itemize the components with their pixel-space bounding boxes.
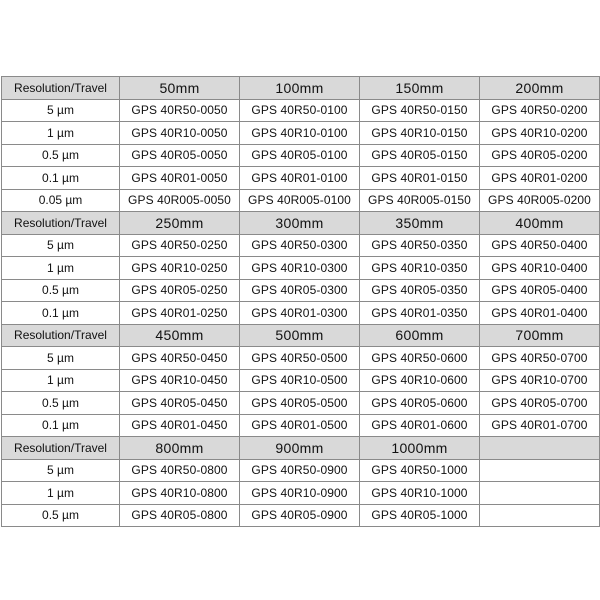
model-cell: GPS 40R05-0350 xyxy=(360,279,480,302)
table-row xyxy=(2,459,600,482)
table-row xyxy=(2,369,600,392)
model-cell: GPS 40R50-0400 xyxy=(480,234,600,257)
model-cell: GPS 40R10-1000 xyxy=(360,482,480,505)
model-cell: GPS 40R50-0700 xyxy=(480,347,600,370)
table-row xyxy=(2,167,600,190)
model-cell: GPS 40R01-0200 xyxy=(480,167,600,190)
resolution-label: 0.1 µm xyxy=(2,414,120,437)
model-cell: GPS 40R50-0050 xyxy=(120,99,240,122)
travel-header: 350mm xyxy=(360,212,480,235)
table-row xyxy=(2,347,600,370)
model-cell: GPS 40R05-0250 xyxy=(120,279,240,302)
model-cell: GPS 40R05-0200 xyxy=(480,144,600,167)
empty-cell xyxy=(480,437,600,460)
empty-cell xyxy=(480,459,600,482)
model-cell: GPS 40R10-0100 xyxy=(240,122,360,145)
header-row xyxy=(2,212,600,235)
header-row xyxy=(2,77,600,100)
model-cell: GPS 40R50-0200 xyxy=(480,99,600,122)
model-cell: GPS 40R05-0600 xyxy=(360,392,480,415)
model-cell: GPS 40R10-0350 xyxy=(360,257,480,280)
model-cell: GPS 40R005-0150 xyxy=(360,189,480,212)
model-cell: GPS 40R10-0700 xyxy=(480,369,600,392)
model-cell: GPS 40R05-0300 xyxy=(240,279,360,302)
table-row xyxy=(2,257,600,280)
model-cell: GPS 40R10-0450 xyxy=(120,369,240,392)
model-cell: GPS 40R05-0100 xyxy=(240,144,360,167)
model-cell: GPS 40R50-0450 xyxy=(120,347,240,370)
model-cell: GPS 40R01-0700 xyxy=(480,414,600,437)
model-cell: GPS 40R01-0150 xyxy=(360,167,480,190)
resolution-label: 1 µm xyxy=(2,482,120,505)
model-cell: GPS 40R05-0450 xyxy=(120,392,240,415)
travel-header: 1000mm xyxy=(360,437,480,460)
resolution-label: 0.05 µm xyxy=(2,189,120,212)
resolution-label: 0.5 µm xyxy=(2,279,120,302)
travel-header: 300mm xyxy=(240,212,360,235)
model-cell: GPS 40R01-0500 xyxy=(240,414,360,437)
resolution-label: 1 µm xyxy=(2,257,120,280)
resolution-label: 0.5 µm xyxy=(2,144,120,167)
resolution-label: 5 µm xyxy=(2,99,120,122)
model-cell: GPS 40R05-0800 xyxy=(120,504,240,527)
model-cell: GPS 40R05-0900 xyxy=(240,504,360,527)
travel-header: 100mm xyxy=(240,77,360,100)
model-cell: GPS 40R005-0100 xyxy=(240,189,360,212)
model-cell: GPS 40R01-0350 xyxy=(360,302,480,325)
model-spec-table xyxy=(1,76,600,527)
model-cell: GPS 40R10-0250 xyxy=(120,257,240,280)
resolution-label: 5 µm xyxy=(2,234,120,257)
travel-header: 500mm xyxy=(240,324,360,347)
model-cell: GPS 40R01-0600 xyxy=(360,414,480,437)
model-cell: GPS 40R01-0300 xyxy=(240,302,360,325)
model-cell: GPS 40R50-0300 xyxy=(240,234,360,257)
model-cell: GPS 40R50-0100 xyxy=(240,99,360,122)
empty-cell xyxy=(480,504,600,527)
resolution-label: 0.5 µm xyxy=(2,392,120,415)
model-cell: GPS 40R05-0050 xyxy=(120,144,240,167)
model-cell: GPS 40R50-0150 xyxy=(360,99,480,122)
table-row xyxy=(2,99,600,122)
model-cell: GPS 40R005-0050 xyxy=(120,189,240,212)
resolution-travel-label: Resolution/Travel xyxy=(2,212,120,235)
resolution-travel-label: Resolution/Travel xyxy=(2,324,120,347)
model-cell: GPS 40R10-0300 xyxy=(240,257,360,280)
header-row xyxy=(2,437,600,460)
model-cell: GPS 40R05-0500 xyxy=(240,392,360,415)
resolution-label: 1 µm xyxy=(2,369,120,392)
model-cell: GPS 40R50-1000 xyxy=(360,459,480,482)
travel-header: 450mm xyxy=(120,324,240,347)
table-row xyxy=(2,189,600,212)
model-cell: GPS 40R01-0050 xyxy=(120,167,240,190)
model-cell: GPS 40R10-0200 xyxy=(480,122,600,145)
travel-header: 150mm xyxy=(360,77,480,100)
table-row xyxy=(2,414,600,437)
resolution-label: 1 µm xyxy=(2,122,120,145)
resolution-label: 5 µm xyxy=(2,459,120,482)
table-row xyxy=(2,144,600,167)
model-cell: GPS 40R05-0700 xyxy=(480,392,600,415)
model-cell: GPS 40R05-1000 xyxy=(360,504,480,527)
model-cell: GPS 40R01-0450 xyxy=(120,414,240,437)
model-cell: GPS 40R50-0250 xyxy=(120,234,240,257)
model-cell: GPS 40R01-0250 xyxy=(120,302,240,325)
resolution-label: 0.5 µm xyxy=(2,504,120,527)
model-cell: GPS 40R10-0500 xyxy=(240,369,360,392)
model-cell: GPS 40R10-0600 xyxy=(360,369,480,392)
table-row xyxy=(2,122,600,145)
resolution-travel-label: Resolution/Travel xyxy=(2,437,120,460)
model-cell: GPS 40R10-0400 xyxy=(480,257,600,280)
travel-header: 700mm xyxy=(480,324,600,347)
travel-header: 400mm xyxy=(480,212,600,235)
table-row xyxy=(2,504,600,527)
resolution-label: 0.1 µm xyxy=(2,167,120,190)
model-cell: GPS 40R50-0500 xyxy=(240,347,360,370)
travel-header: 250mm xyxy=(120,212,240,235)
model-cell: GPS 40R01-0100 xyxy=(240,167,360,190)
table-row xyxy=(2,302,600,325)
model-cell: GPS 40R50-0800 xyxy=(120,459,240,482)
model-cell: GPS 40R10-0900 xyxy=(240,482,360,505)
model-cell: GPS 40R005-0200 xyxy=(480,189,600,212)
model-cell: GPS 40R10-0800 xyxy=(120,482,240,505)
model-cell: GPS 40R05-0400 xyxy=(480,279,600,302)
travel-header: 200mm xyxy=(480,77,600,100)
table-row xyxy=(2,279,600,302)
resolution-travel-label: Resolution/Travel xyxy=(2,77,120,100)
table-row xyxy=(2,234,600,257)
travel-header: 800mm xyxy=(120,437,240,460)
empty-cell xyxy=(480,482,600,505)
travel-header: 50mm xyxy=(120,77,240,100)
model-cell: GPS 40R05-0150 xyxy=(360,144,480,167)
model-cell: GPS 40R10-0050 xyxy=(120,122,240,145)
model-cell: GPS 40R50-0900 xyxy=(240,459,360,482)
model-cell: GPS 40R10-0150 xyxy=(360,122,480,145)
resolution-label: 0.1 µm xyxy=(2,302,120,325)
model-cell: GPS 40R50-0350 xyxy=(360,234,480,257)
header-row xyxy=(2,324,600,347)
model-cell: GPS 40R01-0400 xyxy=(480,302,600,325)
table-row xyxy=(2,392,600,415)
travel-header: 900mm xyxy=(240,437,360,460)
table-row xyxy=(2,482,600,505)
resolution-label: 5 µm xyxy=(2,347,120,370)
travel-header: 600mm xyxy=(360,324,480,347)
model-cell: GPS 40R50-0600 xyxy=(360,347,480,370)
